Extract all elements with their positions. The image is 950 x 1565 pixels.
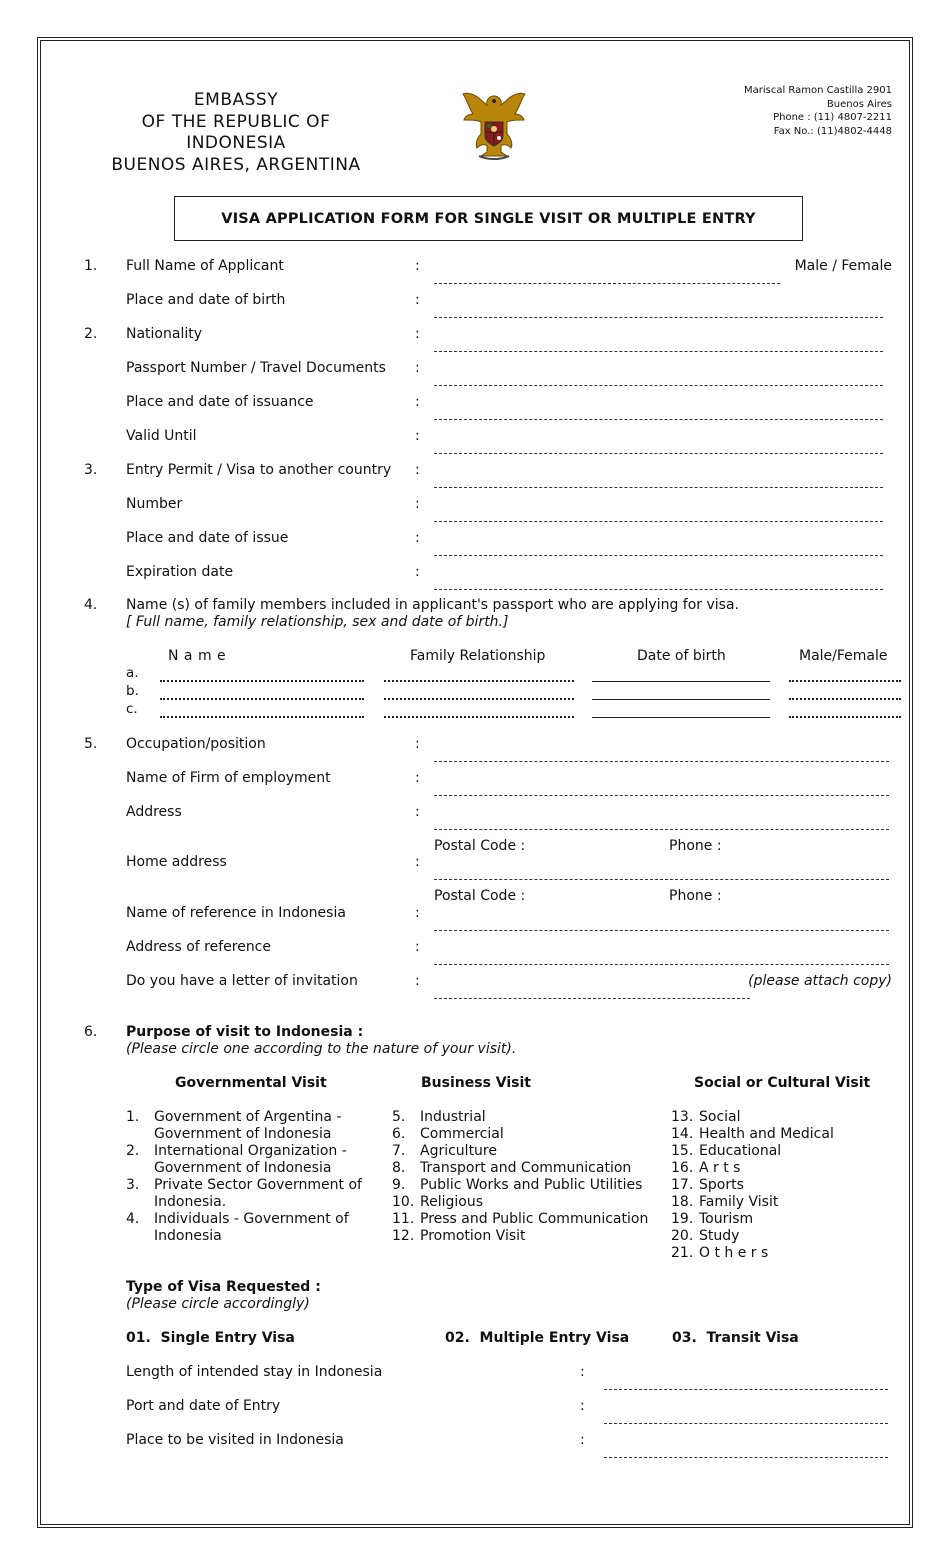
item-number: 6. bbox=[392, 1126, 406, 1142]
family-sex-a-field[interactable] bbox=[789, 680, 901, 682]
occupation-field[interactable] bbox=[434, 761, 889, 762]
list-item[interactable] bbox=[671, 1109, 834, 1126]
item-text: A r t s bbox=[699, 1160, 741, 1176]
item-text: Religious bbox=[420, 1194, 483, 1210]
item-number: 8. bbox=[392, 1160, 406, 1176]
item-number: 1. bbox=[126, 1109, 140, 1125]
invitation-label: Do you have a letter of invitation bbox=[126, 973, 358, 989]
item-text: Indonesia. bbox=[154, 1194, 227, 1210]
home-address-field[interactable] bbox=[434, 879, 889, 880]
item-text: Educational bbox=[699, 1143, 782, 1159]
item-text: Social bbox=[699, 1109, 741, 1125]
colon: : bbox=[415, 360, 420, 376]
birth-place-date-label: Place and date of birth bbox=[126, 292, 286, 308]
multiple-entry-visa-option[interactable]: 02. Multiple Entry Visa bbox=[445, 1330, 630, 1346]
family-name-c-field[interactable] bbox=[160, 716, 364, 718]
colon: : bbox=[415, 394, 420, 410]
postal-code-label: Postal Code : bbox=[434, 888, 526, 904]
item-text: Industrial bbox=[420, 1109, 486, 1125]
list-item[interactable] bbox=[671, 1211, 834, 1228]
item-text: Government of Indonesia bbox=[154, 1126, 332, 1142]
embassy-name bbox=[96, 90, 376, 176]
business-visit-heading: Business Visit bbox=[421, 1075, 531, 1091]
family-dob-b-field[interactable] bbox=[592, 699, 770, 700]
places-visited-label: Place to be visited in Indonesia bbox=[126, 1432, 344, 1448]
colon: : bbox=[415, 736, 420, 752]
reference-name-field[interactable] bbox=[434, 930, 889, 931]
visa-type-note: (Please circle accordingly) bbox=[126, 1296, 310, 1312]
expiration-field[interactable] bbox=[434, 589, 883, 590]
colon: : bbox=[580, 1398, 585, 1414]
colon: : bbox=[415, 292, 420, 308]
item-number: 19. bbox=[671, 1211, 694, 1227]
occupation-label: Occupation/position bbox=[126, 736, 266, 752]
colon: : bbox=[415, 905, 420, 921]
form-title: VISA APPLICATION FORM FOR SINGLE VISIT OR MULTIPLE ENTRY bbox=[174, 196, 803, 241]
colon: : bbox=[415, 326, 420, 342]
item-number: 15. bbox=[671, 1143, 694, 1159]
reference-name-label: Name of reference in Indonesia bbox=[126, 905, 346, 921]
list-item[interactable] bbox=[392, 1211, 648, 1228]
transit-visa-option[interactable]: 03. Transit Visa bbox=[672, 1330, 799, 1346]
phone-label: Phone : bbox=[669, 838, 722, 854]
embassy-line: INDONESIA bbox=[186, 133, 286, 153]
permit-issue-field[interactable] bbox=[434, 555, 883, 556]
issuance-field[interactable] bbox=[434, 419, 883, 420]
firm-field[interactable] bbox=[434, 795, 889, 796]
item-number: 20. bbox=[671, 1228, 694, 1244]
places-visited-field[interactable] bbox=[604, 1457, 888, 1458]
item-text: Family Visit bbox=[699, 1194, 779, 1210]
attach-copy-note: (please attach copy) bbox=[748, 973, 892, 989]
list-item[interactable] bbox=[126, 1211, 362, 1245]
item-number: 13. bbox=[671, 1109, 694, 1125]
permit-number-label: Number bbox=[126, 496, 183, 512]
column-name: N a m e bbox=[168, 648, 227, 664]
single-entry-visa-option[interactable]: 01. Single Entry Visa bbox=[126, 1330, 295, 1346]
expiration-label: Expiration date bbox=[126, 564, 234, 580]
section-number: 3. bbox=[84, 462, 98, 478]
item-text: International Organization - bbox=[154, 1143, 347, 1159]
section-number: 2. bbox=[84, 326, 98, 342]
list-item[interactable] bbox=[392, 1194, 648, 1211]
item-text: Indonesia bbox=[154, 1228, 222, 1244]
item-text: Government of Indonesia bbox=[154, 1160, 332, 1176]
stay-length-label: Length of intended stay in Indonesia bbox=[126, 1364, 383, 1380]
nationality-field[interactable] bbox=[434, 351, 883, 352]
address-line: Mariscal Ramon Castilla 2901 bbox=[743, 85, 892, 96]
item-number: 2. bbox=[126, 1143, 140, 1159]
governmental-visit-list bbox=[126, 1109, 362, 1245]
family-relationship-b-field[interactable] bbox=[384, 698, 574, 700]
social-visit-heading: Social or Cultural Visit bbox=[694, 1075, 871, 1091]
colon: : bbox=[415, 804, 420, 820]
item-number: 14. bbox=[671, 1126, 694, 1142]
colon: : bbox=[580, 1364, 585, 1380]
embassy-line: OF THE REPUBLIC OF bbox=[141, 111, 331, 132]
item-text: Sports bbox=[699, 1177, 744, 1193]
address-line: Buenos Aires bbox=[826, 98, 892, 110]
family-members-note: [ Full name, family relationship, sex and date of birth.] bbox=[126, 614, 509, 630]
address-line: Phone : (11) 4807-2211 bbox=[773, 112, 892, 123]
colon: : bbox=[415, 496, 420, 512]
item-number: 4. bbox=[126, 1211, 140, 1227]
list-item[interactable] bbox=[392, 1228, 648, 1245]
visa-type-heading: Type of Visa Requested : bbox=[126, 1279, 321, 1295]
family-sex-b-field[interactable] bbox=[789, 698, 901, 700]
list-item[interactable] bbox=[671, 1160, 834, 1177]
governmental-visit-heading: Governmental Visit bbox=[175, 1075, 327, 1091]
colon: : bbox=[415, 428, 420, 444]
item-text: Commercial bbox=[420, 1126, 504, 1142]
family-name-a-field[interactable] bbox=[160, 680, 364, 682]
port-entry-label: Port and date of Entry bbox=[126, 1398, 281, 1414]
stay-length-field[interactable] bbox=[604, 1389, 888, 1390]
list-item[interactable] bbox=[126, 1143, 362, 1177]
list-item[interactable] bbox=[126, 1177, 362, 1211]
item-number: 12. bbox=[392, 1228, 415, 1244]
item-text: Government of Argentina - bbox=[154, 1109, 342, 1125]
embassy-address bbox=[744, 84, 892, 138]
address-label: Address bbox=[126, 804, 182, 820]
colon: : bbox=[580, 1432, 585, 1448]
item-text: Press and Public Communication bbox=[420, 1211, 649, 1227]
item-text: Study bbox=[699, 1228, 740, 1244]
item-number: 5. bbox=[392, 1109, 406, 1125]
list-item[interactable] bbox=[671, 1143, 834, 1160]
passport-field[interactable] bbox=[434, 385, 883, 386]
family-members-text: Name (s) of family members included in applicant's passport who are applying for visa. bbox=[126, 597, 740, 613]
item-number: 9. bbox=[392, 1177, 406, 1193]
family-dob-c-field[interactable] bbox=[592, 717, 770, 718]
colon: : bbox=[415, 258, 420, 274]
item-text: O t h e r s bbox=[699, 1245, 769, 1261]
colon: : bbox=[415, 973, 420, 989]
family-relationship-a-field[interactable] bbox=[384, 680, 574, 682]
family-dob-a-field[interactable] bbox=[592, 681, 770, 682]
address-line: Fax No.: (11)4802-4448 bbox=[773, 125, 892, 137]
item-text: Agriculture bbox=[420, 1143, 497, 1159]
list-item[interactable] bbox=[671, 1177, 834, 1194]
item-number: 21. bbox=[671, 1245, 694, 1261]
item-number: 17. bbox=[671, 1177, 694, 1193]
colon: : bbox=[415, 770, 420, 786]
section-number: 5. bbox=[84, 736, 98, 752]
item-number: 11. bbox=[392, 1211, 415, 1227]
family-sex-c-field[interactable] bbox=[789, 716, 901, 718]
home-address-label: Home address bbox=[126, 854, 227, 870]
row-label: b. bbox=[126, 683, 139, 699]
social-visit-list bbox=[671, 1109, 834, 1262]
invitation-field[interactable] bbox=[434, 998, 750, 999]
item-text: Promotion Visit bbox=[420, 1228, 526, 1244]
colon: : bbox=[415, 564, 420, 580]
item-text: Individuals - Government of bbox=[154, 1211, 349, 1227]
family-name-b-field[interactable] bbox=[160, 698, 364, 700]
entry-permit-label: Entry Permit / Visa to another country bbox=[126, 462, 392, 478]
colon: : bbox=[415, 462, 420, 478]
item-text: Health and Medical bbox=[699, 1126, 834, 1142]
column-dob: Date of birth bbox=[637, 648, 726, 664]
phone-label: Phone : bbox=[669, 888, 722, 904]
item-number: 16. bbox=[671, 1160, 694, 1176]
colon: : bbox=[415, 939, 420, 955]
permit-number-field[interactable] bbox=[434, 521, 883, 522]
valid-until-label: Valid Until bbox=[126, 428, 197, 444]
item-number: 18. bbox=[671, 1194, 694, 1210]
reference-address-field[interactable] bbox=[434, 964, 889, 965]
embassy-line: EMBASSY bbox=[193, 90, 279, 110]
list-item[interactable] bbox=[392, 1109, 648, 1126]
list-item[interactable] bbox=[392, 1143, 648, 1160]
column-sex: Male/Female bbox=[799, 648, 888, 664]
garuda-emblem-icon bbox=[459, 88, 529, 162]
row-label: c. bbox=[126, 701, 138, 717]
valid-until-field[interactable] bbox=[434, 453, 883, 454]
list-item[interactable] bbox=[671, 1126, 834, 1143]
item-text: Transport and Communication bbox=[420, 1160, 632, 1176]
list-item[interactable] bbox=[671, 1228, 834, 1245]
nationality-label: Nationality bbox=[126, 326, 203, 342]
full-name-field[interactable] bbox=[434, 283, 780, 284]
list-item[interactable] bbox=[392, 1160, 648, 1177]
family-relationship-c-field[interactable] bbox=[384, 716, 574, 718]
business-visit-list bbox=[392, 1109, 648, 1245]
item-number: 10. bbox=[392, 1194, 415, 1210]
column-relationship: Family Relationship bbox=[410, 648, 546, 664]
list-item[interactable] bbox=[126, 1109, 362, 1143]
entry-permit-field[interactable] bbox=[434, 487, 883, 488]
list-item[interactable] bbox=[671, 1245, 834, 1262]
item-text: Public Works and Public Utilities bbox=[420, 1177, 643, 1193]
permit-issue-label: Place and date of issue bbox=[126, 530, 289, 546]
purpose-heading: Purpose of visit to Indonesia : bbox=[126, 1024, 364, 1040]
item-text: Private Sector Government of bbox=[154, 1177, 362, 1193]
colon: : bbox=[415, 530, 420, 546]
list-item[interactable] bbox=[392, 1177, 648, 1194]
list-item[interactable] bbox=[671, 1194, 834, 1211]
item-number: 3. bbox=[126, 1177, 140, 1193]
port-entry-field[interactable] bbox=[604, 1423, 888, 1424]
issuance-label: Place and date of issuance bbox=[126, 394, 314, 410]
item-text: Tourism bbox=[699, 1211, 754, 1227]
birth-place-date-field[interactable] bbox=[434, 317, 883, 318]
firm-label: Name of Firm of employment bbox=[126, 770, 331, 786]
passport-label: Passport Number / Travel Documents bbox=[126, 360, 386, 376]
postal-code-label: Postal Code : bbox=[434, 838, 526, 854]
section-number: 6. bbox=[84, 1024, 98, 1040]
address-field[interactable] bbox=[434, 829, 889, 830]
embassy-line: BUENOS AIRES, ARGENTINA bbox=[111, 154, 361, 175]
colon: : bbox=[415, 854, 420, 870]
row-label: a. bbox=[126, 665, 139, 681]
section-number: 4. bbox=[84, 597, 98, 613]
item-number: 7. bbox=[392, 1143, 406, 1159]
list-item[interactable] bbox=[392, 1126, 648, 1143]
section-number: 1. bbox=[84, 258, 98, 274]
sex-option[interactable]: Male / Female bbox=[794, 258, 892, 274]
purpose-note: (Please circle one according to the nature of your visit). bbox=[126, 1041, 517, 1057]
reference-address-label: Address of reference bbox=[126, 939, 271, 955]
full-name-label: Full Name of Applicant bbox=[126, 258, 284, 274]
